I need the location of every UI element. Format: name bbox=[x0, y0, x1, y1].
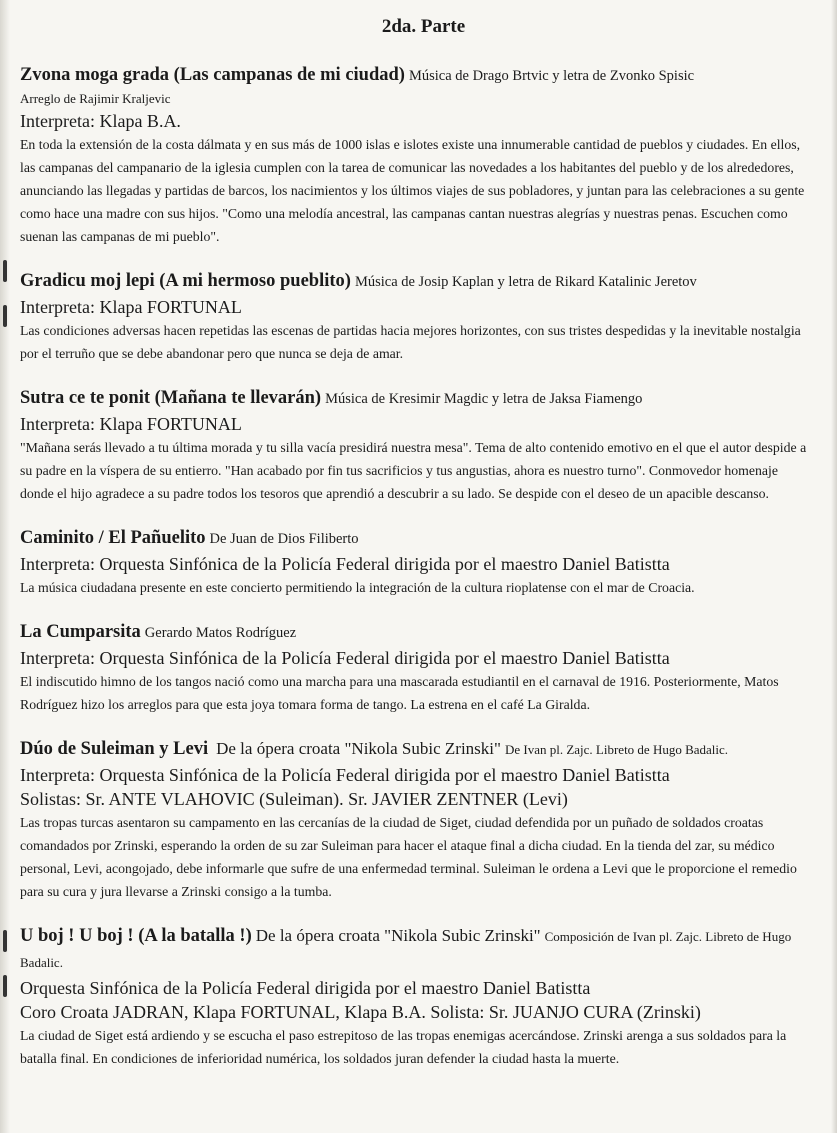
item-description: Las tropas turcas asentaron su campamento en las cercanías de la ciudad de Siget, ciudad defendida por un puñado de soldados croatas comandados por Zrinski, esperando la orden de su zar Suleiman para hacer el ataque final a dicha ciudad. En la tienda del zar, su médico personal, Levi, acongojado, debe informarle que sufre de una enfermedad terminal. Suleiman le ordena a Levi que le proporcione el remedio para su cura y jura llevarse a Zrinski consigo a la tumba. bbox=[20, 815, 797, 899]
binding-hole bbox=[3, 930, 7, 952]
item-performer: Orquesta Sinfónica de la Policía Federal dirigida por el maestro Daniel Batistta bbox=[20, 978, 591, 998]
item-credit: De Ivan pl. Zajc. Libreto de Hugo Badalic. bbox=[504, 742, 729, 757]
item-soloists: Solistas: Sr. ANTE VLAHOVIC (Suleiman). Sr. JAVIER ZENTNER (Levi) bbox=[20, 789, 568, 809]
item-description: En toda la extensión de la costa dálmata y en sus más de 1000 islas e islotes existe una innumerable cantidad de pueblos y ciudades. En ellos, las campanas del campanario de la iglesia cumplen con la tarea de comunicar las novedades a los habitantes del pueblo y de los alrededores, anunciando las llegadas y partidas de barcos, los nacimientos y los últimos viajes de sus pobladores, y juntan para las celebraciones a su gente como hace una madre con sus hijos. "Como una melodía ancestral, las campanas cantan nuestras alegrías y nuestras penas. Escuchen como suenan las campanas de mi pueblo". bbox=[20, 137, 805, 244]
program-item bbox=[20, 268, 815, 365]
item-title: U boj ! U boj ! (A la batalla !) bbox=[20, 926, 252, 946]
item-performer: Interpreta: Klapa FORTUNAL bbox=[20, 414, 242, 434]
binding-hole bbox=[3, 975, 7, 997]
item-performer: Interpreta: Orquesta Sinfónica de la Policía Federal dirigida por el maestro Daniel Batistta bbox=[20, 648, 670, 668]
page-right-edge bbox=[831, 0, 837, 1133]
item-heading bbox=[20, 268, 815, 295]
program-item bbox=[20, 525, 815, 599]
page-title: 2da. Parte bbox=[381, 16, 466, 37]
item-heading bbox=[20, 619, 815, 646]
item-title: Dúo de Suleiman y Levi bbox=[20, 739, 209, 759]
item-heading bbox=[20, 62, 815, 89]
item-description: La ciudad de Siget está ardiendo y se escucha el paso estrepitoso de las tropas enemigas acercándose. Zrinski arenga a sus soldados para la batalla final. En condiciones de inferioridad numérica, los soldados juran defender la ciudad hasta la muerte. bbox=[20, 1028, 787, 1066]
item-performer: Interpreta: Orquesta Sinfónica de la Policía Federal dirigida por el maestro Daniel Batistta bbox=[20, 765, 670, 785]
item-description: Las condiciones adversas hacen repetidas las escenas de partidas hacia mejores horizontes, con sus tristes despedidas y la inevitable nostalgia por el terruño que se debe abandonar pero que nunca se deja de amar. bbox=[20, 323, 801, 361]
item-title: Gradicu moj lepi (A mi hermoso pueblito) bbox=[20, 271, 351, 291]
item-arranger: Arreglo de Rajimir Kraljevic bbox=[20, 91, 171, 106]
item-soloists: Coro Croata JADRAN, Klapa FORTUNAL, Klapa B.A. Solista: Sr. JUANJO CURA (Zrinski) bbox=[20, 1002, 701, 1022]
item-title: Sutra ce te ponit (Mañana te llevarán) bbox=[20, 388, 322, 408]
item-subtitle: De la ópera croata "Nikola Subic Zrinski" bbox=[216, 739, 501, 758]
item-description: "Mañana serás llevado a tu última morada y tu silla vacía presidirá nuestra mesa". Tema de alto contenido emotivo en el que el autor despide a su padre en la víspera de su entierro. "Han acabado por fin tus sacrificios y tus angustias, ahora es nuestro turno". Conmovedor homenaje donde el hijo agradece a su padre todos los tesoros que aprendió a descubrir a su lado. Se despide con el deseo de un apacible descanso. bbox=[20, 440, 807, 501]
item-credit: Música de Kresimir Magdic y letra de Jaksa Fiamengo bbox=[325, 391, 643, 407]
item-title: Caminito / El Pañuelito bbox=[20, 528, 206, 548]
page-binding-edge bbox=[0, 0, 10, 1133]
item-subtitle: De la ópera croata "Nikola Subic Zrinski" bbox=[255, 926, 541, 945]
item-credit: Gerardo Matos Rodríguez bbox=[144, 625, 297, 641]
item-description: El indiscutido himno de los tangos nació como una marcha para una mascarada estudiantil en el carnaval de 1916. Posteriormente, Matos Rodríguez hizo los arreglos para que esta joya tomara forma de tango. La estrena en el café La Giralda. bbox=[20, 674, 779, 712]
binding-hole bbox=[3, 305, 7, 327]
program-item bbox=[20, 62, 815, 248]
item-heading bbox=[20, 385, 815, 412]
item-title: Zvona moga grada (Las campanas de mi ciudad) bbox=[20, 65, 405, 85]
item-performer: Interpreta: Klapa FORTUNAL bbox=[20, 297, 242, 317]
program-item bbox=[20, 736, 815, 903]
program-item bbox=[20, 385, 815, 505]
program-item bbox=[20, 923, 815, 1070]
item-credit: Música de Drago Brtvic y letra de Zvonko Spisic bbox=[408, 68, 695, 84]
program-content bbox=[20, 62, 815, 1070]
item-credit: Música de Josip Kaplan y letra de Rikard Katalinic Jeretov bbox=[354, 274, 697, 290]
binding-hole bbox=[3, 260, 7, 282]
item-credit: De Juan de Dios Filiberto bbox=[209, 531, 359, 547]
item-credit: Composición de Ivan pl. Zajc. Libreto de Hugo Badalic. bbox=[20, 929, 792, 970]
item-heading bbox=[20, 525, 815, 552]
item-performer: Interpreta: Klapa B.A. bbox=[20, 111, 181, 131]
item-heading bbox=[20, 736, 815, 763]
item-description: La música ciudadana presente en este concierto permitiendo la integración de la cultura rioplatense con el mar de Croacia. bbox=[20, 580, 695, 595]
item-performer: Interpreta: Orquesta Sinfónica de la Policía Federal dirigida por el maestro Daniel Batistta bbox=[20, 554, 670, 574]
program-item bbox=[20, 619, 815, 716]
item-heading bbox=[20, 923, 815, 976]
item-title: La Cumparsita bbox=[20, 622, 141, 642]
